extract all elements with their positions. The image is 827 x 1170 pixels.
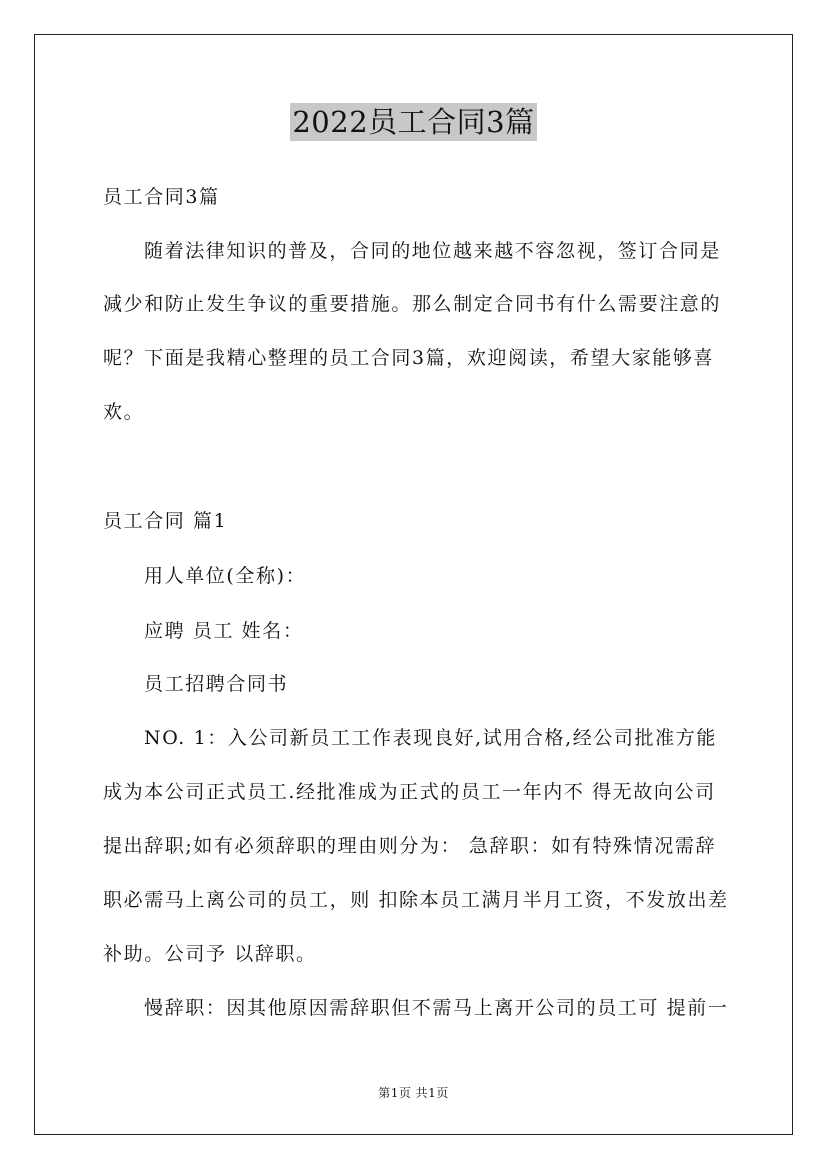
section-heading: 员工合同 篇1 [103,510,228,532]
document-subtitle: 员工合同3篇 [103,186,220,208]
clause1-line-3: 提出辞职;如有必须辞职的理由则分为： 急辞职：如有特殊情况需辞 [103,835,717,857]
clause2-line-1: 慢辞职：因其他原因需辞职但不需马上离开公司的员工可 提前一 [144,997,729,1019]
clause1-line-4: 职必需马上离公司的员工，则 扣除本员工满月半月工资，不发放出差 [103,889,729,911]
intro-line-3: 呢？下面是我精心整理的员工合同3篇，欢迎阅读，希望大家能够喜 [103,347,715,369]
intro-line-4: 欢。 [103,401,145,423]
document-title: 2022员工合同3篇 [292,105,535,139]
clause1-line-2: 成为本公司正式员工.经批准成为正式的员工一年内不 得无故向公司 [103,781,716,803]
employer-field: 用人单位(全称)： [144,565,307,587]
intro-line-2: 减少和防止发生争议的重要措施。那么制定合同书有什么需要注意的 [103,293,722,315]
document-title-wrap [0,100,827,141]
employee-field: 应聘 员工 姓名： [144,620,304,642]
intro-line-1: 随着法律知识的普及，合同的地位越来越不容忽视，签订合同是 [144,240,721,262]
contract-name: 员工招聘合同书 [144,673,289,695]
page-footer: 第1页 共1页 [378,1086,449,1100]
clause1-line-1: NO. 1：入公司新员工工作表现良好,试用合格,经公司批准方能 [144,727,717,749]
clause1-line-5: 补助。公司予 以辞职。 [103,943,317,965]
